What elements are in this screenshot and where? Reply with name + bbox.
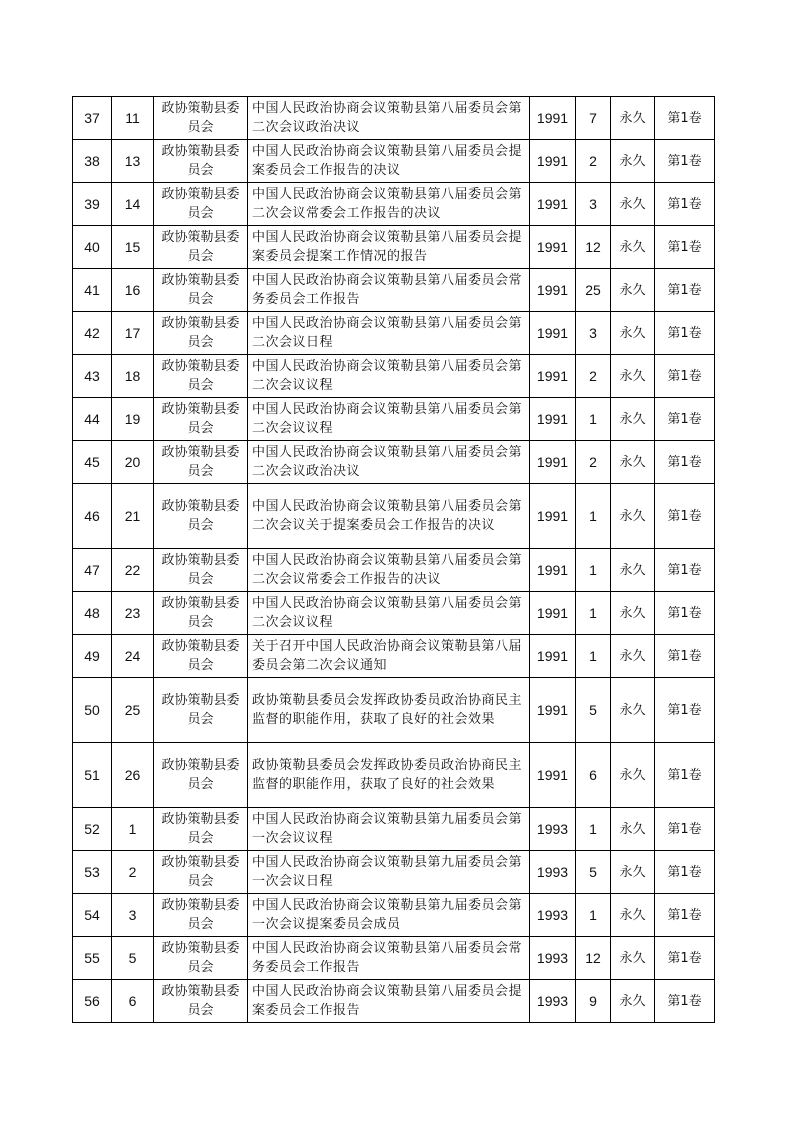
volume-cell: 第1卷 (655, 549, 715, 592)
document-title-cell: 中国人民政治协商会议策勒县第八届委员会常务委员会工作报告 (248, 937, 530, 980)
table-row (73, 226, 715, 269)
year-cell: 1991 (530, 398, 576, 441)
retention-term-cell: 永久 (611, 355, 655, 398)
document-title-cell: 关于召开中国人民政治协商会议策勒县第八届委员会第二次会议通知 (248, 635, 530, 678)
organization-cell: 政协策勒县委员会 (154, 312, 248, 355)
page-count-cell: 1 (576, 592, 611, 635)
page-count-cell: 25 (576, 269, 611, 312)
row-number-cell: 55 (73, 937, 112, 980)
retention-term-cell: 永久 (611, 592, 655, 635)
item-number-cell: 16 (112, 269, 154, 312)
year-cell: 1993 (530, 894, 576, 937)
year-cell: 1991 (530, 140, 576, 183)
retention-term-cell: 永久 (611, 635, 655, 678)
organization-cell: 政协策勒县委员会 (154, 549, 248, 592)
table-row (73, 398, 715, 441)
page-count-cell: 5 (576, 851, 611, 894)
document-title-cell: 中国人民政治协商会议策勒县第八届委员会第二次会议关于提案委员会工作报告的决议 (248, 484, 530, 549)
organization-cell: 政协策勒县委员会 (154, 140, 248, 183)
year-cell: 1991 (530, 678, 576, 743)
retention-term-cell: 永久 (611, 398, 655, 441)
organization-cell: 政协策勒县委员会 (154, 894, 248, 937)
year-cell: 1993 (530, 808, 576, 851)
row-number-cell: 51 (73, 743, 112, 808)
organization-cell: 政协策勒县委员会 (154, 635, 248, 678)
page-count-cell: 3 (576, 312, 611, 355)
table-row (73, 678, 715, 743)
retention-term-cell: 永久 (611, 980, 655, 1023)
retention-term-cell: 永久 (611, 484, 655, 549)
document-title-cell: 中国人民政治协商会议策勒县第八届委员会第二次会议常委会工作报告的决议 (248, 549, 530, 592)
page-count-cell: 2 (576, 140, 611, 183)
row-number-cell: 53 (73, 851, 112, 894)
volume-cell: 第1卷 (655, 140, 715, 183)
organization-cell: 政协策勒县委员会 (154, 355, 248, 398)
year-cell: 1993 (530, 937, 576, 980)
organization-cell: 政协策勒县委员会 (154, 937, 248, 980)
retention-term-cell: 永久 (611, 894, 655, 937)
year-cell: 1993 (530, 851, 576, 894)
item-number-cell: 19 (112, 398, 154, 441)
organization-cell: 政协策勒县委员会 (154, 398, 248, 441)
document-title-cell: 中国人民政治协商会议策勒县第八届委员会第二次会议日程 (248, 312, 530, 355)
item-number-cell: 3 (112, 894, 154, 937)
year-cell: 1991 (530, 269, 576, 312)
row-number-cell: 47 (73, 549, 112, 592)
row-number-cell: 41 (73, 269, 112, 312)
table-row (73, 269, 715, 312)
row-number-cell: 42 (73, 312, 112, 355)
page-count-cell: 1 (576, 808, 611, 851)
item-number-cell: 20 (112, 441, 154, 484)
page-count-cell: 1 (576, 549, 611, 592)
year-cell: 1991 (530, 183, 576, 226)
page-count-cell: 9 (576, 980, 611, 1023)
volume-cell: 第1卷 (655, 743, 715, 808)
volume-cell: 第1卷 (655, 183, 715, 226)
item-number-cell: 11 (112, 97, 154, 140)
row-number-cell: 54 (73, 894, 112, 937)
year-cell: 1991 (530, 592, 576, 635)
row-number-cell: 44 (73, 398, 112, 441)
retention-term-cell: 永久 (611, 269, 655, 312)
item-number-cell: 18 (112, 355, 154, 398)
volume-cell: 第1卷 (655, 980, 715, 1023)
item-number-cell: 14 (112, 183, 154, 226)
document-title-cell: 中国人民政治协商会议策勒县第八届委员会常务委员会工作报告 (248, 269, 530, 312)
retention-term-cell: 永久 (611, 851, 655, 894)
volume-cell: 第1卷 (655, 808, 715, 851)
table-row (73, 894, 715, 937)
document-title-cell: 政协策勒县委员会发挥政协委员政治协商民主监督的职能作用，获取了良好的社会效果 (248, 678, 530, 743)
organization-cell: 政协策勒县委员会 (154, 269, 248, 312)
volume-cell: 第1卷 (655, 398, 715, 441)
table-row (73, 355, 715, 398)
organization-cell: 政协策勒县委员会 (154, 441, 248, 484)
table-row (73, 183, 715, 226)
volume-cell: 第1卷 (655, 441, 715, 484)
volume-cell: 第1卷 (655, 894, 715, 937)
retention-term-cell: 永久 (611, 312, 655, 355)
year-cell: 1991 (530, 441, 576, 484)
year-cell: 1991 (530, 484, 576, 549)
page-count-cell: 12 (576, 226, 611, 269)
item-number-cell: 13 (112, 140, 154, 183)
item-number-cell: 25 (112, 678, 154, 743)
table-row (73, 851, 715, 894)
retention-term-cell: 永久 (611, 226, 655, 269)
table-row (73, 808, 715, 851)
volume-cell: 第1卷 (655, 851, 715, 894)
item-number-cell: 21 (112, 484, 154, 549)
page-count-cell: 12 (576, 937, 611, 980)
table-row (73, 97, 715, 140)
retention-term-cell: 永久 (611, 678, 655, 743)
volume-cell: 第1卷 (655, 97, 715, 140)
table-body (73, 97, 715, 1023)
year-cell: 1991 (530, 549, 576, 592)
retention-term-cell: 永久 (611, 549, 655, 592)
table-row (73, 635, 715, 678)
volume-cell: 第1卷 (655, 635, 715, 678)
document-title-cell: 中国人民政治协商会议策勒县第八届委员会第二次会议政治决议 (248, 97, 530, 140)
organization-cell: 政协策勒县委员会 (154, 743, 248, 808)
item-number-cell: 26 (112, 743, 154, 808)
document-title-cell: 中国人民政治协商会议策勒县第八届委员会第二次会议常委会工作报告的决议 (248, 183, 530, 226)
table-row (73, 980, 715, 1023)
organization-cell: 政协策勒县委员会 (154, 851, 248, 894)
retention-term-cell: 永久 (611, 183, 655, 226)
year-cell: 1991 (530, 743, 576, 808)
item-number-cell: 6 (112, 980, 154, 1023)
table-row (73, 140, 715, 183)
table-row (73, 743, 715, 808)
document-title-cell: 中国人民政治协商会议策勒县第九届委员会第一次会议议程 (248, 808, 530, 851)
organization-cell: 政协策勒县委员会 (154, 183, 248, 226)
row-number-cell: 43 (73, 355, 112, 398)
organization-cell: 政协策勒县委员会 (154, 678, 248, 743)
table-row (73, 441, 715, 484)
document-title-cell: 中国人民政治协商会议策勒县第八届委员会第二次会议议程 (248, 355, 530, 398)
row-number-cell: 50 (73, 678, 112, 743)
retention-term-cell: 永久 (611, 743, 655, 808)
retention-term-cell: 永久 (611, 808, 655, 851)
page-count-cell: 1 (576, 894, 611, 937)
item-number-cell: 17 (112, 312, 154, 355)
archive-catalog-table (72, 96, 715, 1023)
table-row (73, 549, 715, 592)
document-title-cell: 中国人民政治协商会议策勒县第八届委员会第二次会议议程 (248, 592, 530, 635)
page-count-cell: 3 (576, 183, 611, 226)
document-title-cell: 中国人民政治协商会议策勒县第九届委员会第一次会议提案委员会成员 (248, 894, 530, 937)
retention-term-cell: 永久 (611, 441, 655, 484)
year-cell: 1991 (530, 635, 576, 678)
row-number-cell: 52 (73, 808, 112, 851)
volume-cell: 第1卷 (655, 312, 715, 355)
document-title-cell: 中国人民政治协商会议策勒县第八届委员会第二次会议政治决议 (248, 441, 530, 484)
document-title-cell: 中国人民政治协商会议策勒县第八届委员会第二次会议议程 (248, 398, 530, 441)
year-cell: 1993 (530, 980, 576, 1023)
year-cell: 1991 (530, 312, 576, 355)
page-count-cell: 7 (576, 97, 611, 140)
page-count-cell: 1 (576, 484, 611, 549)
organization-cell: 政协策勒县委员会 (154, 592, 248, 635)
table-row (73, 312, 715, 355)
organization-cell: 政协策勒县委员会 (154, 97, 248, 140)
organization-cell: 政协策勒县委员会 (154, 808, 248, 851)
row-number-cell: 48 (73, 592, 112, 635)
volume-cell: 第1卷 (655, 592, 715, 635)
item-number-cell: 24 (112, 635, 154, 678)
page-count-cell: 5 (576, 678, 611, 743)
year-cell: 1991 (530, 355, 576, 398)
item-number-cell: 15 (112, 226, 154, 269)
table-row (73, 484, 715, 549)
row-number-cell: 40 (73, 226, 112, 269)
volume-cell: 第1卷 (655, 937, 715, 980)
row-number-cell: 46 (73, 484, 112, 549)
page-count-cell: 1 (576, 635, 611, 678)
row-number-cell: 37 (73, 97, 112, 140)
organization-cell: 政协策勒县委员会 (154, 484, 248, 549)
volume-cell: 第1卷 (655, 678, 715, 743)
organization-cell: 政协策勒县委员会 (154, 980, 248, 1023)
page-count-cell: 1 (576, 398, 611, 441)
organization-cell: 政协策勒县委员会 (154, 226, 248, 269)
row-number-cell: 38 (73, 140, 112, 183)
table-row (73, 937, 715, 980)
volume-cell: 第1卷 (655, 269, 715, 312)
row-number-cell: 49 (73, 635, 112, 678)
document-title-cell: 中国人民政治协商会议策勒县第八届委员会提案委员会工作报告的决议 (248, 140, 530, 183)
row-number-cell: 39 (73, 183, 112, 226)
page-count-cell: 6 (576, 743, 611, 808)
page-count-cell: 2 (576, 441, 611, 484)
item-number-cell: 22 (112, 549, 154, 592)
row-number-cell: 56 (73, 980, 112, 1023)
document-title-cell: 中国人民政治协商会议策勒县第八届委员会提案委员会工作报告 (248, 980, 530, 1023)
year-cell: 1991 (530, 226, 576, 269)
document-title-cell: 政协策勒县委员会发挥政协委员政治协商民主监督的职能作用，获取了良好的社会效果 (248, 743, 530, 808)
retention-term-cell: 永久 (611, 937, 655, 980)
document-title-cell: 中国人民政治协商会议策勒县第八届委员会提案委员会提案工作情况的报告 (248, 226, 530, 269)
item-number-cell: 23 (112, 592, 154, 635)
table-row (73, 592, 715, 635)
volume-cell: 第1卷 (655, 226, 715, 269)
page-count-cell: 2 (576, 355, 611, 398)
row-number-cell: 45 (73, 441, 112, 484)
item-number-cell: 5 (112, 937, 154, 980)
volume-cell: 第1卷 (655, 355, 715, 398)
item-number-cell: 2 (112, 851, 154, 894)
volume-cell: 第1卷 (655, 484, 715, 549)
document-title-cell: 中国人民政治协商会议策勒县第九届委员会第一次会议日程 (248, 851, 530, 894)
item-number-cell: 1 (112, 808, 154, 851)
retention-term-cell: 永久 (611, 97, 655, 140)
retention-term-cell: 永久 (611, 140, 655, 183)
year-cell: 1991 (530, 97, 576, 140)
